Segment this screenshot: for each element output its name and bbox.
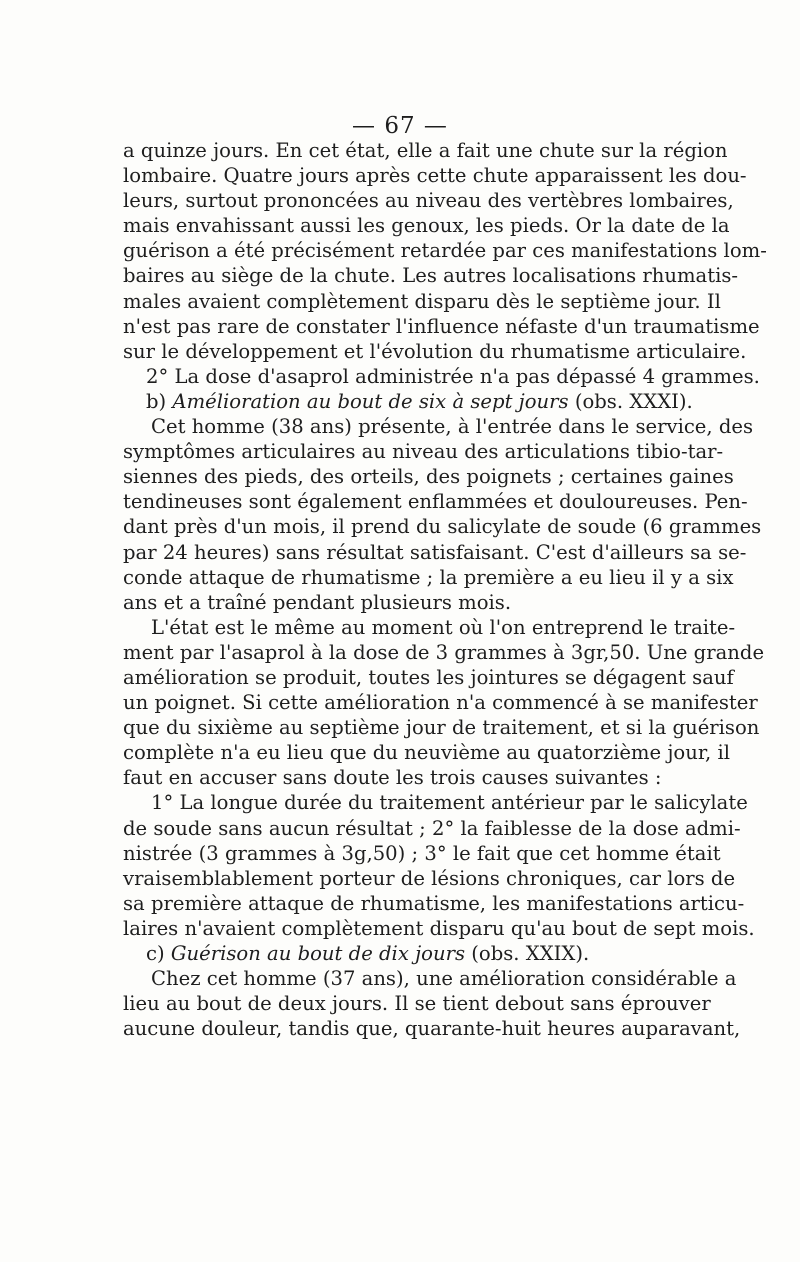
text-line: n'est pas rare de constater l'influence néfaste d'un traumatisme xyxy=(123,314,760,338)
text-line: ment par l'asaprol à la dose de 3 grammes à 3gr,50. Une grande xyxy=(123,640,765,664)
text-line: dant près d'un mois, il prend du salicylate de soude (6 grammes xyxy=(123,515,762,539)
text-line: leurs, surtout prononcées au niveau des vertèbres lombaires, xyxy=(123,189,734,213)
section-heading-c xyxy=(123,941,678,966)
text-line: 1° La longue durée du traitement antérieur par le salicylate xyxy=(151,791,748,815)
body-text xyxy=(123,138,767,1041)
text-line: mais envahissant aussi les genoux, les pieds. Or la date de la xyxy=(123,214,730,238)
text-line: de soude sans aucun résultat ; 2° la faiblesse de la dose admi- xyxy=(123,816,741,840)
text-line: lieu au bout de deux jours. Il se tient debout sans éprouver xyxy=(123,992,711,1016)
section-label: b) xyxy=(146,389,167,413)
section-reference: (obs. XXXI). xyxy=(574,389,693,413)
text-line: un poignet. Si cette amélioration n'a commencé à se manifester xyxy=(123,691,758,715)
page-number: — 67 — xyxy=(352,113,448,139)
text-line: males avaient complètement disparu dès le septième jour. Il xyxy=(123,289,721,313)
text-line: conde attaque de rhumatisme ; la première a eu lieu il y a six xyxy=(123,565,734,589)
text-line: symptômes articulaires au niveau des articulations tibio-tar- xyxy=(123,440,724,464)
section-title: Guérison au bout de dix jours xyxy=(170,942,466,965)
text-line: par 24 heures) sans résultat satisfaisant. C'est d'ailleurs sa se- xyxy=(123,540,747,564)
section-title: Amélioration au bout de six à sept jours xyxy=(172,389,569,413)
section-label: c) xyxy=(146,942,165,965)
text-line: Chez cet homme (37 ans), une amélioration considérable a xyxy=(151,967,737,991)
text-line: ans et a traîné pendant plusieurs mois. xyxy=(123,590,512,614)
text-line: nistrée (3 grammes à 3g,50) ; 3° le fait que cet homme était xyxy=(123,841,721,865)
text-line: vraisemblablement porteur de lésions chroniques, car lors de xyxy=(123,866,736,890)
text-line: sur le développement et l'évolution du rhumatisme articulaire. xyxy=(123,339,747,363)
text-line: aucune douleur, tandis que, quarante-huit heures auparavant, xyxy=(123,1017,741,1041)
text-line: que du sixième au septième jour de traitement, et si la guérison xyxy=(123,716,760,740)
text-line: Cet homme (38 ans) présente, à l'entrée dans le service, des xyxy=(151,415,754,439)
text-line: siennes des pieds, des orteils, des poignets ; certaines gaines xyxy=(123,465,734,489)
text-line: complète n'a eu lieu que du neuvième au quatorzième jour, il xyxy=(123,741,731,765)
text-line: L'état est le même au moment où l'on entreprend le traite- xyxy=(151,615,736,639)
text-line: sa première attaque de rhumatisme, les manifestations articu- xyxy=(123,891,745,915)
text-line: lombaire. Quatre jours après cette chute apparaissent les dou- xyxy=(123,164,747,188)
text-line: guérison a été précisément retardée par ces manifestations lom- xyxy=(123,239,767,263)
section-reference: (obs. XXIX). xyxy=(471,942,590,965)
text-line: a quinze jours. En cet état, elle a fait une chute sur la région xyxy=(123,139,728,162)
text-line: tendineuses sont également enflammées et douloureuses. Pen- xyxy=(123,490,748,514)
text-line: laires n'avaient complètement disparu qu'au bout de sept mois. xyxy=(123,916,755,940)
section-heading-b xyxy=(123,389,693,414)
text-line: faut en accuser sans doute les trois causes suivantes : xyxy=(123,766,662,790)
text-line: amélioration se produit, toutes les jointures se dégagent sauf xyxy=(123,665,734,689)
text-line: baires au siège de la chute. Les autres localisations rhumatis- xyxy=(123,264,739,288)
text-line: 2° La dose d'asaprol administrée n'a pas dépassé 4 grammes. xyxy=(146,364,760,388)
